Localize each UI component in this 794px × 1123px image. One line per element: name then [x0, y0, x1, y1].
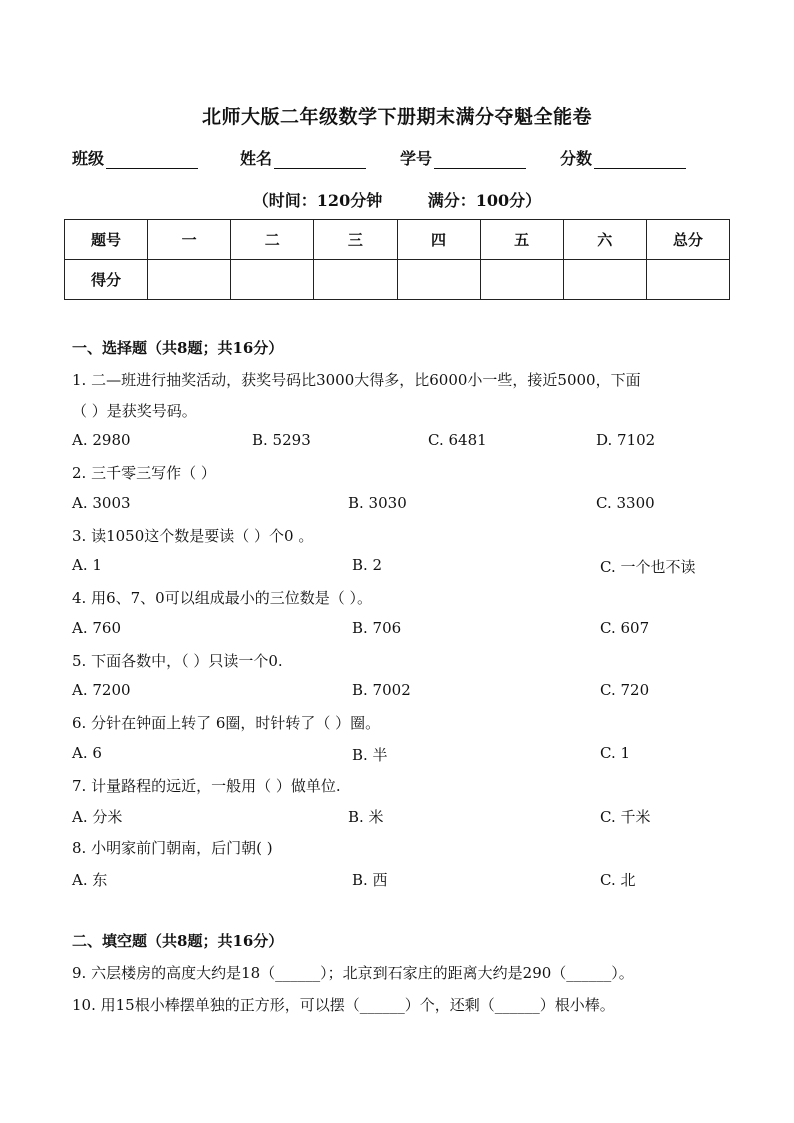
student-info-row	[72, 146, 752, 172]
question-text: 3. 读1050这个数是要读（ ）个0 。	[72, 527, 314, 545]
score-label: 分数	[560, 149, 593, 168]
score-table-header-cell: 五	[480, 220, 563, 260]
score-cell[interactable]	[148, 260, 231, 300]
score-table-header-cell: 六	[563, 220, 646, 260]
option-b: B. 半	[352, 746, 388, 764]
exam-meta	[0, 188, 794, 211]
option-b: B. 米	[348, 808, 384, 826]
score-cell[interactable]	[397, 260, 480, 300]
question-text: 1. 二—班进行抽奖活动，获奖号码比3000大得多，比6000小一些，接近5000，下面	[72, 371, 641, 389]
option-a: A. 东	[72, 871, 108, 889]
question-text: 2. 三千零三写作（ ）	[72, 464, 216, 482]
option-b: B. 3030	[348, 494, 407, 512]
option-c: C. 6481	[428, 431, 487, 449]
score-table-header-cell: 总分	[646, 220, 729, 260]
section-heading: 二、填空题（共8题；共16分）	[72, 932, 284, 950]
question-text: 4. 用6、7、0可以组成最小的三位数是（ ）。	[72, 589, 372, 607]
option-c: C. 607	[600, 619, 650, 637]
score-cell[interactable]	[231, 260, 314, 300]
name-label: 姓名	[240, 149, 273, 168]
score-table-header-cell: 四	[397, 220, 480, 260]
option-b: B. 2	[352, 556, 383, 574]
score-field	[560, 146, 686, 169]
score-cell[interactable]	[480, 260, 563, 300]
option-a: A. 7200	[72, 681, 131, 699]
time-limit: （时间：120分钟	[252, 191, 383, 210]
question-text: 5. 下面各数中，（ ）只读一个0.	[72, 652, 283, 670]
option-a: A. 分米	[72, 808, 123, 826]
name-field	[240, 146, 366, 169]
question-text: 9. 六层楼房的高度大约是18（______）；北京到石家庄的距离大约是290（______）。	[72, 964, 634, 982]
score-cell[interactable]	[563, 260, 646, 300]
option-a: A. 1	[72, 556, 102, 574]
question-text: 8. 小明家前门朝南，后门朝( )	[72, 839, 273, 857]
option-a: A. 760	[72, 619, 121, 637]
option-c: C. 1	[600, 744, 631, 762]
score-row-label: 得分	[65, 260, 148, 300]
option-c: C. 720	[600, 681, 650, 699]
question-text: 10. 用15根小棒摆单独的正方形，可以摆（______）个，还剩（______）根小棒。	[72, 996, 615, 1014]
option-a: A. 3003	[72, 494, 131, 512]
option-c: C. 一个也不读	[600, 558, 696, 576]
score-table-header-cell: 题号	[65, 220, 148, 260]
score-cell[interactable]	[646, 260, 729, 300]
class-field	[72, 146, 198, 169]
option-b: B. 5293	[252, 431, 311, 449]
score-cell[interactable]	[314, 260, 397, 300]
option-b: B. 7002	[352, 681, 411, 699]
score-table-header-cell: 一	[148, 220, 231, 260]
score-table-header-cell: 三	[314, 220, 397, 260]
option-a: A. 2980	[72, 431, 131, 449]
question-text: 7. 计量路程的远近，一般用（ ）做单位.	[72, 777, 341, 795]
option-b: B. 706	[352, 619, 402, 637]
score-table-header-row	[65, 220, 730, 260]
student-number-label: 学号	[400, 149, 433, 168]
question-text: 6. 分针在钟面上转了 6圈，时针转了（ ）圈。	[72, 714, 381, 732]
option-c: C. 千米	[600, 808, 651, 826]
option-c: C. 北	[600, 871, 636, 889]
student-number-field	[400, 146, 526, 169]
option-b: B. 西	[352, 871, 388, 889]
option-d: D. 7102	[596, 431, 656, 449]
score-table-header-cell: 二	[231, 220, 314, 260]
score-table-score-row	[65, 260, 730, 300]
class-label: 班级	[72, 149, 105, 168]
question-text: （ ）是获奖号码。	[72, 402, 197, 420]
score-table	[64, 219, 730, 300]
option-a: A. 6	[72, 744, 102, 762]
section-heading: 一、选择题（共8题；共16分）	[72, 339, 284, 357]
option-c: C. 3300	[596, 494, 655, 512]
document-title: 北师大版二年级数学下册期末满分夺魁全能卷	[201, 106, 592, 128]
full-score: 满分：100分）	[427, 191, 542, 210]
